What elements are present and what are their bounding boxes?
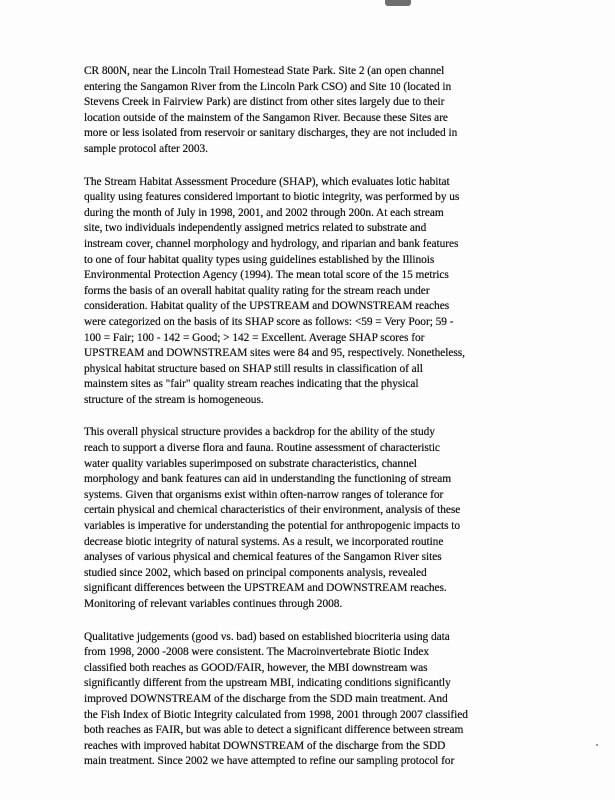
text-line: reaches with improved habitat DOWNSTREAM of the discharge from the SDD <box>84 739 446 752</box>
text-line: certain physical and chemical characteristics of their environment, analysis of these <box>84 504 461 517</box>
text-line: to one of four habitat quality types using guidelines established by the Illinois <box>84 253 435 266</box>
text-line: improved DOWNSTREAM of the discharge from the SDD main treatment. And <box>84 692 448 705</box>
body-text <box>84 64 518 787</box>
text-line: reach to support a diverse flora and fauna. Routine assessment of characteristic <box>84 442 440 455</box>
text-line: quality using features considered important to biotic integrity, was performed by us <box>84 191 460 204</box>
text-line: consideration. Habitat quality of the UPSTREAM and DOWNSTREAM reaches <box>84 300 450 313</box>
text-line: Environmental Protection Agency (1994). The mean total score of the 15 metrics <box>84 269 449 282</box>
text-line: decrease biotic integrity of natural systems. As a result, we incorporated routine <box>84 535 444 548</box>
text-line: CR 800N, near the Lincoln Trail Homestead State Park. Site 2 (an open channel <box>84 65 445 77</box>
scan-artifact-dot <box>596 744 598 746</box>
paragraph-sites <box>84 64 518 158</box>
text-line: significant differences between the UPSTREAM and DOWNSTREAM reaches. <box>84 582 447 595</box>
text-line: instream cover, channel morphology and hydrology, and riparian and bank features <box>84 237 459 250</box>
text-line: studied since 2002, which based on principal components analysis, revealed <box>84 566 427 579</box>
text-line: forms the basis of an overall habitat quality rating for the stream reach under <box>84 284 430 297</box>
text-line: The Stream Habitat Assessment Procedure (SHAP), which evaluates lotic habitat <box>84 175 450 188</box>
text-line: classified both reaches as GOOD/FAIR, however, the MBI downstream was <box>84 661 428 674</box>
text-line: Stevens Creek in Fairview Park) are distinct from other sites largely due to their <box>84 96 445 109</box>
paragraph-physical-structure <box>84 425 518 612</box>
text-line: the Fish Index of Biotic Integrity calculated from 1998, 2001 through 2007 classified <box>84 708 468 721</box>
text-line: mainstem sites as "fair" quality stream reaches indicating that the physical <box>84 378 419 391</box>
text-line: physical habitat structure based on SHAP still results in classification of all <box>84 362 423 375</box>
text-line: site, two individuals independently assigned metrics related to substrate and <box>84 222 427 235</box>
text-line: both reaches as FAIR, but was able to detect a significant difference between stream <box>84 724 464 737</box>
text-line: location outside of the mainstem of the Sangamon River. Because these Sites are <box>84 111 448 124</box>
text-line: main treatment. Since 2002 we have attempted to refine our sampling protocol for <box>84 755 455 768</box>
text-line: 100 = Fair; 100 - 142 = Good; > 142 = Excellent. Average SHAP scores for <box>84 331 425 344</box>
paragraph-qualitative-judgements <box>84 630 518 770</box>
text-line: water quality variables superimposed on substrate characteristics, channel <box>84 457 417 470</box>
text-line: during the month of July in 1998, 2001, and 2002 through 200n. At each stream <box>84 206 444 219</box>
text-line: This overall physical structure provides a backdrop for the ability of the study <box>84 426 435 439</box>
scan-artifact-mark <box>385 0 411 6</box>
paragraph-shap <box>84 175 518 409</box>
text-line: more or less isolated from reservoir or sanitary discharges, they are not included in <box>84 127 458 140</box>
text-line: sample protocol after 2003. <box>84 142 208 155</box>
text-line: were categorized on the basis of its SHAP score as follows: <59 = Very Poor; 59 - <box>84 315 454 328</box>
text-line: significantly different from the upstream MBI, indicating conditions significantly <box>84 677 451 690</box>
text-line: UPSTREAM and DOWNSTREAM sites were 84 and 95, respectively. Nonetheless, <box>84 347 465 360</box>
text-line: morphology and bank features can aid in understanding the functioning of stream <box>84 473 452 486</box>
text-line: analyses of various physical and chemical features of the Sangamon River sites <box>84 551 442 564</box>
text-line: entering the Sangamon River from the Lincoln Park CSO) and Site 10 (located in <box>84 80 452 93</box>
text-line: systems. Given that organisms exist within often-narrow ranges of tolerance for <box>84 488 444 501</box>
text-line: Qualitative judgements (good vs. bad) based on established biocriteria using data <box>84 630 450 643</box>
text-line: variables is imperative for understanding the potential for anthropogenic impacts to <box>84 520 461 533</box>
text-line: Monitoring of relevant variables continues through 2008. <box>84 598 343 610</box>
text-line: structure of the stream is homogeneous. <box>84 393 264 406</box>
text-line: from 1998, 2000 -2008 were consistent. The Macroinvertebrate Biotic Index <box>84 646 430 659</box>
